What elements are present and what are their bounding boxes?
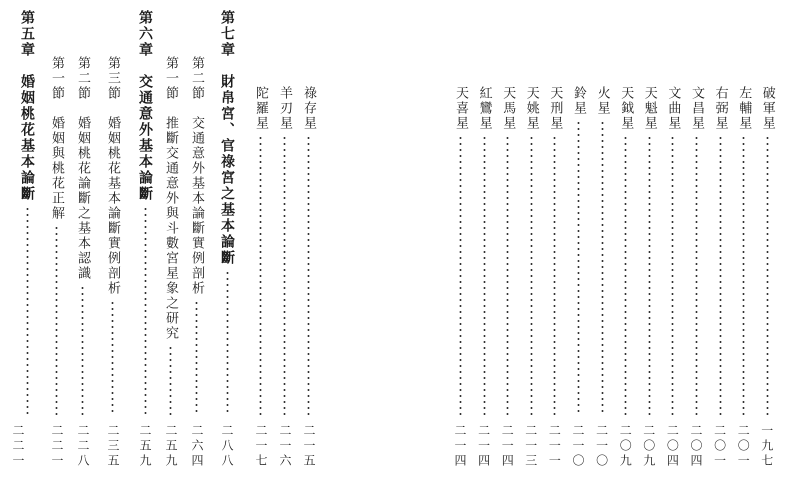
toc-page-number: 二一四 [500, 424, 515, 469]
toc-entry-title: 第二節 交通意外基本論斷實例剖析 [189, 56, 204, 296]
toc-page-number: 二一一 [547, 424, 562, 469]
toc-star-entry [501, 86, 514, 416]
toc-page-number: 二〇九 [641, 424, 656, 469]
toc-section-entry [50, 56, 63, 416]
toc-star-entry [619, 86, 632, 416]
dot-leader [553, 135, 556, 416]
toc-star-entry [478, 86, 491, 416]
toc-section-entry [76, 56, 89, 416]
toc-page-number: 一九七 [759, 424, 774, 469]
toc-page-number: 二二一 [11, 424, 25, 469]
toc-section-entry [106, 56, 119, 416]
dot-leader [766, 135, 769, 416]
toc-entry-title: 第三節 婚姻桃花基本論斷實例剖析 [105, 56, 120, 296]
dot-leader [55, 225, 58, 416]
dot-leader [624, 135, 627, 416]
toc-entry-title: 第一節 婚姻與桃花正解 [49, 56, 64, 221]
dot-leader [111, 300, 114, 416]
toc-page-number: 二一四 [476, 424, 491, 469]
toc-entry-title: 天魁星 [641, 86, 657, 131]
toc-page-number: 二三五 [106, 424, 120, 469]
toc-entry-title: 天姚星 [523, 86, 539, 131]
left-page [0, 0, 396, 486]
dot-leader [144, 206, 147, 416]
toc-star-entry [254, 86, 267, 416]
toc-entry-title: 第七章 財帛宮、官祿宮之基本論斷 [219, 10, 235, 266]
toc-entry-title: 天刑星 [547, 86, 563, 131]
toc-page-number: 二一〇 [594, 424, 609, 469]
toc-page-number: 二一五 [302, 424, 316, 469]
toc-star-entry [525, 86, 538, 416]
toc-entry-title: 第六章 交通意外基本論斷 [137, 10, 153, 202]
dot-leader [506, 135, 509, 416]
toc-star-entry [278, 86, 291, 416]
dot-leader [226, 270, 229, 416]
toc-entry-title: 火星 [594, 86, 610, 116]
dot-leader [577, 120, 580, 416]
toc-entry-title: 祿存星 [301, 86, 316, 131]
toc-page-number: 二二一 [50, 424, 64, 469]
toc-page-number: 二六四 [190, 424, 204, 469]
dot-leader [307, 135, 310, 416]
toc-star-entry [596, 86, 609, 416]
dot-leader [671, 135, 674, 416]
toc-entry-title: 文昌星 [689, 86, 704, 131]
toc-entry-title: 第二節 婚姻桃花論斷之基本認識 [75, 56, 90, 281]
toc-page-number: 二一七 [254, 424, 268, 469]
dot-leader [719, 135, 722, 416]
toc-entry-title: 右弼星 [712, 86, 728, 131]
toc-page-number: 二〇一 [712, 424, 727, 469]
toc-page-number: 二〇九 [618, 424, 633, 469]
toc-entry-title: 文曲星 [665, 86, 681, 131]
toc-star-entry [643, 86, 656, 416]
toc-entry-title: 破軍星 [759, 86, 775, 131]
toc-star-entry [761, 86, 774, 416]
toc-page-number: 二一〇 [571, 424, 585, 469]
dot-leader [459, 135, 462, 416]
toc-entry-title: 羊刃星 [277, 86, 292, 131]
dot-leader [742, 135, 745, 416]
toc-entry-title: 第五章 婚姻桃花基本論斷 [19, 10, 35, 202]
toc-star-entry [454, 86, 467, 416]
toc-entry-title: 鈴星 [571, 86, 586, 116]
toc-section-entry [164, 56, 177, 416]
toc-page-number: 二二八 [76, 424, 90, 469]
toc-page-number: 二〇四 [689, 424, 703, 469]
toc-star-entry [572, 86, 585, 416]
toc-section-entry [190, 56, 203, 416]
toc-entry-title: 天馬星 [500, 86, 516, 131]
toc-chapter-entry [220, 10, 234, 416]
toc-star-entry [714, 86, 727, 416]
toc-entry-title: 紅鸞星 [476, 86, 492, 131]
toc-chapter-entry [138, 10, 152, 416]
dot-leader [81, 285, 84, 416]
dot-leader [195, 300, 198, 416]
dot-leader [695, 135, 698, 416]
toc-page-number: 二〇一 [736, 424, 751, 469]
dot-leader [26, 206, 29, 416]
dot-leader [530, 135, 533, 416]
toc-star-entry [302, 86, 315, 416]
toc-page-number: 二一三 [523, 424, 538, 469]
toc-entry-title: 左輔星 [736, 86, 752, 131]
dot-leader [483, 135, 486, 416]
toc-star-entry [548, 86, 561, 416]
toc-entry-title: 第一節 推斷交通意外與斗數宮星象之研究 [163, 56, 178, 341]
toc-star-entry [737, 86, 750, 416]
toc-entry-title: 陀羅星 [253, 86, 268, 131]
toc-page-number: 二五九 [164, 424, 178, 469]
toc-page-number: 二〇四 [665, 424, 680, 469]
dot-leader [259, 135, 262, 416]
toc-entry-title: 天喜星 [453, 86, 468, 131]
toc-entry-title: 天鉞星 [618, 86, 634, 131]
toc-page-number: 二五九 [138, 424, 152, 469]
toc-star-entry [690, 86, 703, 416]
toc-page-number: 二一六 [278, 424, 292, 469]
right-page [397, 0, 793, 486]
toc-star-entry [666, 86, 679, 416]
toc-chapter-entry [20, 10, 34, 416]
dot-leader [169, 345, 172, 416]
toc-page-number: 二一四 [453, 424, 467, 469]
dot-leader [283, 135, 286, 416]
dot-leader [648, 135, 651, 416]
toc-page-number: 二八八 [220, 424, 234, 469]
dot-leader [601, 120, 604, 416]
